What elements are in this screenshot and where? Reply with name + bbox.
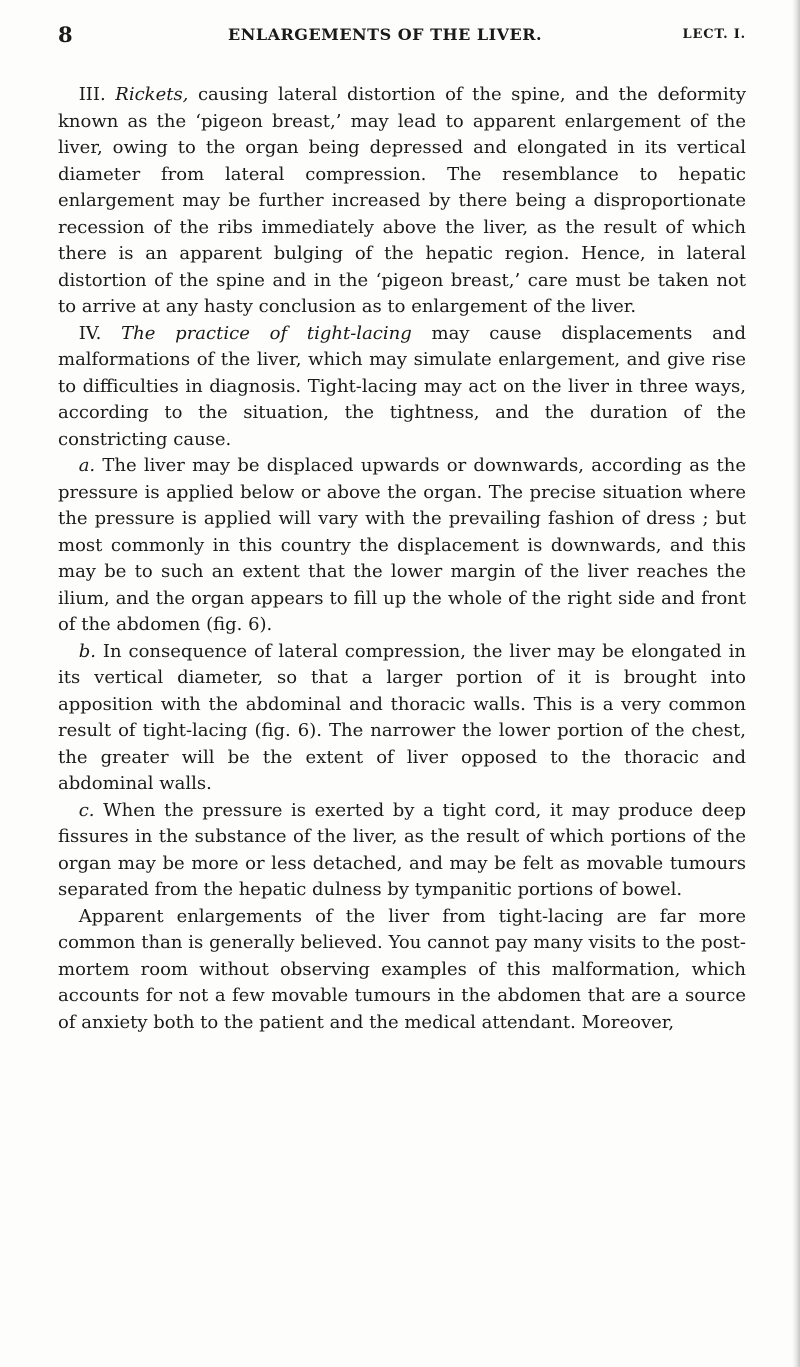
paragraph-apparent-enlargements	[58, 904, 746, 1037]
lecture-label: LECT. I.	[682, 27, 746, 42]
paragraph-body: causing lateral distortion of the spine, and the deformity known as the ‘pigeon breast,’ may lead to apparent enlargement of the liver, owing to the organ being depressed and elongated in its vertical diameter from lateral compression. The resemblance to hepatic enlargement may be further increased by there being a disproportionate recession of the ribs immediately above the liver, as the result of which there is an apparent bulging of the hepatic region. Hence, in lateral distortion of the spine and in the ‘pigeon breast,’ care must be taken not to arrive at any hasty conclusion as to enlargement of the liver.	[58, 84, 746, 317]
section-numeral: III.	[78, 84, 116, 105]
paragraph-body: Apparent enlargements of the liver from tight-lacing are far more common than is generally believed. You cannot pay many visits to the post-mortem room without observing examples of this malformation, which accounts for not a few movable tumours in the abdomen that are a source of anxiety both to the patient and the medical attendant. Moreover,	[58, 905, 746, 1033]
paragraph-body: The liver may be displaced upwards or downwards, according as the pressure is applied below or above the organ. The precise situation where the pressure is applied will vary with the prevailing fashion of dress ; but most commonly in this country the displacement is downwards, and this may be to such an extent that the lower margin of the liver reaches the ilium, and the organ appears to fill up the whole of the right side and front of the abdomen (fig. 6).	[58, 455, 746, 635]
subsection-label: a.	[78, 455, 96, 476]
page-number: 8	[58, 22, 74, 47]
running-title: ENLARGEMENTS OF THE LIVER.	[228, 25, 543, 44]
section-numeral: IV.	[78, 322, 122, 344]
paragraph-tight-lacing	[58, 321, 746, 454]
section-label: Rickets,	[115, 84, 189, 105]
running-header	[58, 22, 746, 48]
paragraph-rickets	[58, 82, 746, 321]
body-text	[58, 82, 746, 1036]
subsection-label: c.	[78, 799, 95, 821]
paragraph-a	[58, 453, 746, 639]
paragraph-body: When the pressure is exerted by a tight cord, it may produce deep fissures in the substance of the liver, as the result of which portions of the organ may be more or less detached, and may be felt as movable tumours separated from the hepatic dulness by tympanitic portions of bowel.	[58, 799, 746, 900]
paragraph-b	[58, 639, 746, 798]
paragraph-c	[58, 798, 746, 904]
paragraph-body: In consequence of lateral compression, the liver may be elongated in its vertical diameter, so that a larger portion of it is brought into apposition with the abdominal and thoracic walls. This is a very common result of tight-lacing (fig. 6). The narrower the lower portion of the chest, the greater will be the extent of liver opposed to the thoracic and abdominal walls.	[58, 640, 746, 794]
section-label: The practice of tight-lacing	[121, 322, 412, 344]
page-edge-shadow	[792, 0, 800, 1367]
subsection-label: b.	[78, 640, 96, 662]
paragraph-body: may cause displacements and malformations of the liver, which may simulate enlargement, and give rise to difficulties in diagnosis. Tight-lacing may act on the liver in three ways, according to the situation, the tightness, and the duration of the constricting cause.	[58, 322, 746, 450]
